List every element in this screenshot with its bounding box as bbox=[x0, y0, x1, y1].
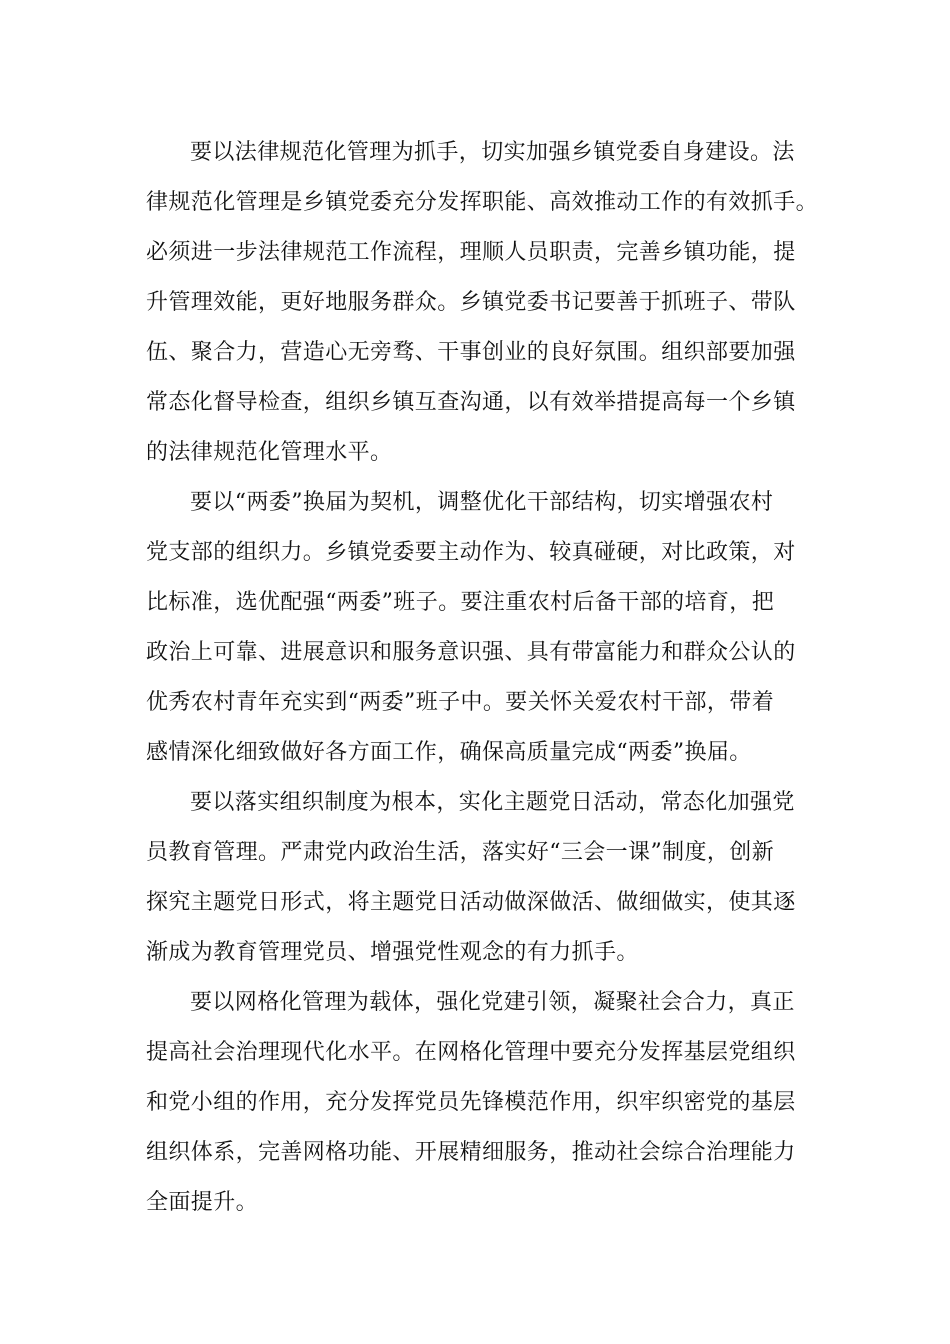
paragraph-3-line-3: 探究主题党日形式，将主题党日活动做深做活、做细做实，使其逐 bbox=[146, 890, 796, 915]
paragraph-4-line-5: 全面提升。 bbox=[146, 1190, 259, 1215]
paragraph-3-line-1: 要以落实组织制度为根本，实化主题党日活动，常态化加强党 bbox=[190, 790, 795, 815]
paragraph-4-line-4: 组织体系，完善网格功能、开展精细服务，推动社会综合治理能力 bbox=[146, 1140, 796, 1165]
paragraph-2-line-6: 感情深化细致做好各方面工作，确保高质量完成“两委”换届。 bbox=[146, 740, 752, 765]
paragraph-1-line-7: 的法律规范化管理水平。 bbox=[146, 440, 393, 465]
paragraph-4-line-2: 提高社会治理现代化水平。在网格化管理中要充分发挥基层党组织 bbox=[146, 1040, 796, 1065]
paragraph-1-line-5: 伍、聚合力，营造心无旁骛、干事创业的良好氛围。组织部要加强 bbox=[146, 340, 796, 365]
paragraph-3-line-4: 渐成为教育管理党员、增强党性观念的有力抓手。 bbox=[146, 940, 639, 965]
paragraph-1-line-2: 律规范化管理是乡镇党委充分发挥职能、高效推动工作的有效抓手。 bbox=[146, 190, 819, 215]
paragraph-2-line-1: 要以“两委”换届为契机，调整优化干部结构，切实增强农村 bbox=[190, 490, 774, 515]
document-body bbox=[146, 128, 819, 1228]
paragraph-1-line-3: 必须进一步法律规范工作流程，理顺人员职责，完善乡镇功能，提 bbox=[146, 240, 796, 265]
paragraph-2-line-2: 党支部的组织力。乡镇党委要主动作为、较真碰硬，对比政策，对 bbox=[146, 540, 796, 565]
paragraph-2-line-5: 优秀农村青年充实到“两委”班子中。要关怀关爱农村干部，带着 bbox=[146, 690, 775, 715]
paragraph-1-line-6: 常态化督导检查，组织乡镇互查沟通，以有效举措提高每一个乡镇 bbox=[146, 390, 796, 415]
paragraph-3-line-2: 员教育管理。严肃党内政治生活，落实好“三会一课”制度，创新 bbox=[146, 840, 775, 865]
paragraph-2-line-4: 政治上可靠、进展意识和服务意识强、具有带富能力和群众公认的 bbox=[146, 640, 796, 665]
paragraph-4-line-1: 要以网格化管理为载体，强化党建引领，凝聚社会合力，真正 bbox=[190, 990, 795, 1015]
paragraph-1-line-4: 升管理效能，更好地服务群众。乡镇党委书记要善于抓班子、带队 bbox=[146, 290, 796, 315]
paragraph-4-line-3: 和党小组的作用，充分发挥党员先锋模范作用，织牢织密党的基层 bbox=[146, 1090, 796, 1115]
paragraph-1-line-1: 要以法律规范化管理为抓手，切实加强乡镇党委自身建设。法 bbox=[190, 140, 795, 165]
paragraph-2-line-3: 比标准，选优配强“两委”班子。要注重农村后备干部的培育，把 bbox=[146, 590, 775, 615]
